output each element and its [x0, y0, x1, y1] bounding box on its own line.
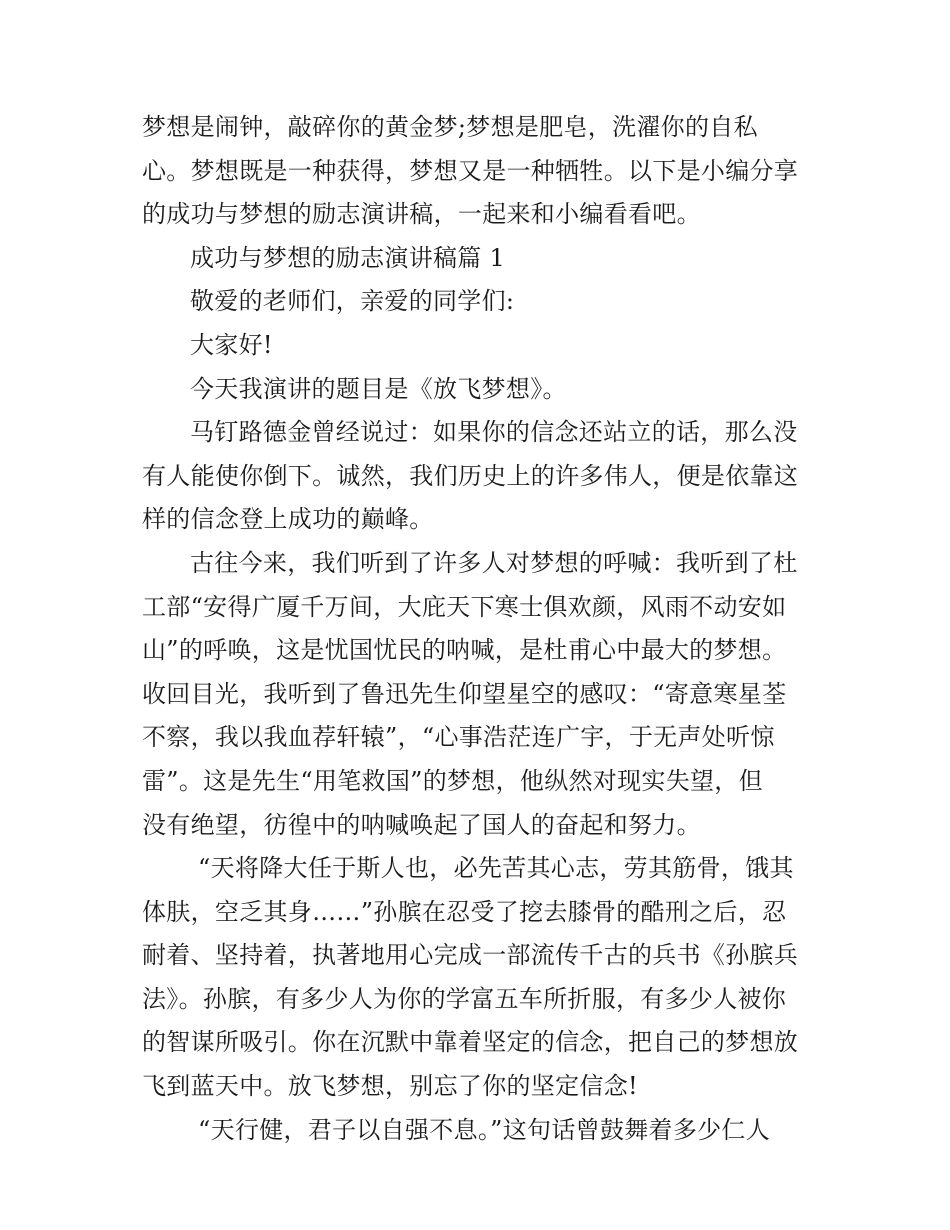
- text-line: 飞到蓝天中。放飞梦想，别忘了你的坚定信念!: [142, 1072, 638, 1101]
- text-line: 工部“安得广厦千万间，大庇天下寒士俱欢颜，风雨不动安如: [142, 592, 787, 621]
- text-line: 有人能使你倒下。诚然，我们历史上的许多伟人，便是依靠这: [142, 461, 799, 490]
- text-line: 法》。孙膑，有多少人为你的学富五车所折服，有多少人被你: [142, 984, 787, 1013]
- text-line: 的成功与梦想的励志演讲稿，一起来和小编看看吧。: [142, 200, 701, 229]
- text-line: 梦想是闹钟，敲碎你的黄金梦;梦想是肥皂，洗濯你的自私: [142, 113, 758, 141]
- text-line: 雷”。这是先生“用笔救国”的梦想，他纵然对现实失望，但: [142, 766, 763, 795]
- text-line: 的智谋所吸引。你在沉默中靠着坚定的信念，把自己的梦想放: [142, 1028, 799, 1057]
- document-body: [142, 106, 812, 1152]
- text-line: 耐着、坚持着，执著地用心完成一部流传千古的兵书《孙膑兵: [142, 941, 799, 970]
- section-heading: 成功与梦想的励志演讲稿篇 1: [190, 243, 506, 272]
- text-line: 样的信念登上成功的巅峰。: [142, 505, 434, 534]
- text-line: 今天我演讲的题目是《放飞梦想》。: [190, 374, 567, 403]
- text-line: 没有绝望，彷徨中的呐喊唤起了国人的奋起和努力。: [142, 810, 701, 839]
- text-line: 古往今来，我们听到了许多人对梦想的呼喊：我听到了杜: [190, 548, 798, 577]
- text-line: 体肤，空乏其身……”孙膑在忍受了挖去膝骨的酷刑之后，忍: [142, 897, 787, 926]
- text-line: “天行健，君子以自强不息。”这句话曾鼓舞着多少仁人: [198, 1115, 771, 1144]
- text-line: 马钉路德金曾经说过：如果你的信念还站立的话，那么没: [190, 418, 798, 447]
- text-line: 山”的呼唤，这是忧国忧民的呐喊，是杜甫心中最大的梦想。: [142, 636, 787, 665]
- text-line: 收回目光，我听到了鲁迅先生仰望星空的感叹：“寄意寒星荃: [142, 679, 787, 708]
- text-line: 心。梦想既是一种获得，梦想又是一种牺牲。以下是小编分享: [142, 156, 799, 185]
- text-line: “天将降大任于斯人也，必先苦其心志，劳其筋骨，饿其: [198, 854, 794, 883]
- greeting: 大家好!: [190, 330, 273, 359]
- text-line: 不察，我以我血荐轩辕”，“心事浩茫连广宇，于无声处听惊: [142, 723, 775, 752]
- salutation: 敬爱的老师们，亲爱的同学们:: [190, 287, 515, 316]
